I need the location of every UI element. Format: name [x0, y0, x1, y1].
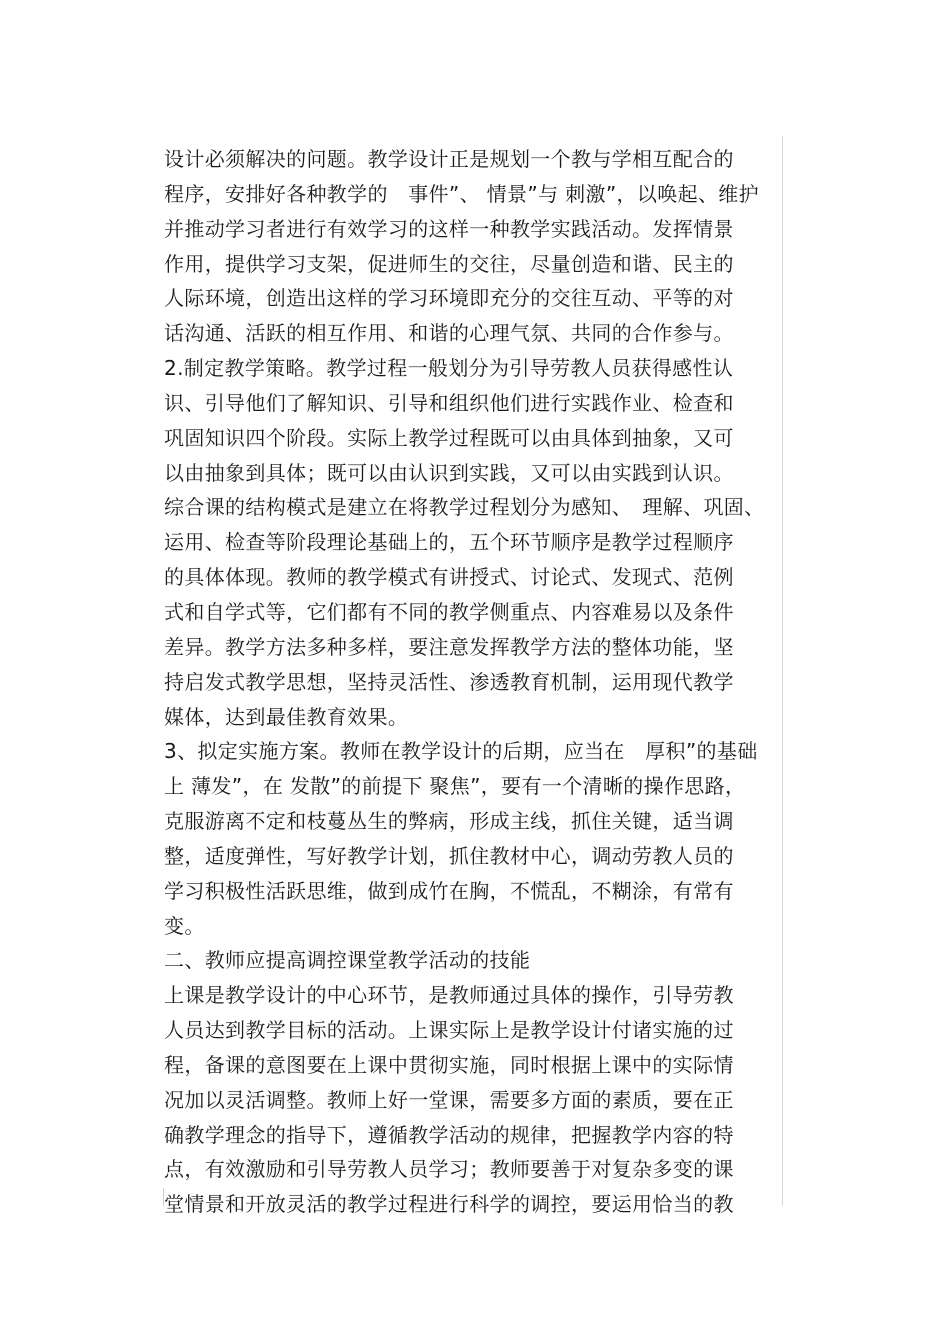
text-line: 巩固知识四个阶段。实际上教学过程既可以由具体到抽象，又可 [164, 425, 734, 450]
text-line: 设计必须解决的问题。教学设计正是规划一个教与学相互配合的 [164, 147, 734, 171]
text-line: 的具体体现。教师的教学模式有讲授式、讨论式、发现式、范例 [164, 565, 734, 590]
text-line: 程序，安排好各种教学的 事件”、 情景”与 刺激”，以唤起、维护 [164, 181, 759, 206]
text-line: 以由抽象到具体；既可以由认识到实践，又可以由实践到认识。 [164, 460, 734, 485]
text-line: 确教学理念的指导下，遵循教学活动的规律，把握教学内容的特 [164, 1122, 734, 1147]
text-line: 整，适度弹性，写好教学计划，抓住教材中心，调动劳教人员的 [164, 843, 734, 868]
text-line: 识、引导他们了解知识、引导和组织他们进行实践作业、检查和 [164, 390, 734, 415]
text-line: 并推动学习者进行有效学习的这样一种教学实践活动。发挥情景 [164, 216, 734, 241]
text-line: 变。 [164, 913, 205, 938]
text-line: 上 薄发”，在 发散”的前提下 聚焦”，要有一个清晰的操作思路， [164, 774, 746, 799]
text-line: 综合课的结构模式是建立在将教学过程划分为感知、 理解、巩固、 [164, 495, 765, 520]
text-line: 上课是教学设计的中心环节，是教师通过具体的操作，引导劳教 [164, 983, 734, 1008]
text-line: 持启发式教学思想，坚持灵活性、渗透教育机制，运用现代教学 [164, 669, 734, 694]
text-line: 运用、检查等阶段理论基础上的，五个环节顺序是教学过程顺序 [164, 530, 734, 555]
body-text [164, 142, 784, 1222]
text-line: 程，备课的意图要在上课中贯彻实施，同时根据上课中的实际情 [164, 1052, 734, 1077]
text-line: 况加以灵活调整。教师上好一堂课，需要多方面的素质，要在正 [164, 1087, 734, 1112]
text-line: 学习积极性活跃思维，做到成竹在胸，不慌乱，不糊涂，有常有 [164, 878, 734, 903]
text-line: 式和自学式等，它们都有不同的教学侧重点、内容难易以及条件 [164, 599, 734, 624]
text-line: 堂情景和开放灵活的教学过程进行科学的调控，要运用恰当的教 [164, 1192, 734, 1217]
text-line: 作用，提供学习支架，促进师生的交往，尽量创造和谐、民主的 [164, 251, 734, 276]
text-line: 媒体，达到最佳教育效果。 [164, 704, 409, 729]
text-line: 话沟通、活跃的相互作用、和谐的心理气氛、共同的合作参与。 [164, 321, 734, 346]
text-line: 2.制定教学策略。教学过程一般划分为引导劳教人员获得感性认 [164, 356, 734, 381]
text-line: 人员达到教学目标的活动。上课实际上是教学设计付诸实施的过 [164, 1018, 734, 1043]
text-line: 点，有效激励和引导劳教人员学习；教师要善于对复杂多变的课 [164, 1157, 734, 1182]
text-line: 人际环境，创造出这样的学习环境即充分的交往互动、平等的对 [164, 286, 734, 311]
text-line: 3、拟定实施方案。教师在教学设计的后期，应当在 厚积”的基础 [164, 739, 758, 764]
section-heading: 二、教师应提高调控课堂教学活动的技能 [164, 948, 531, 973]
text-line: 克服游离不定和枝蔓丛生的弊病，形成主线，抓住关键，适当调 [164, 809, 734, 834]
text-line: 差异。教学方法多种多样，要注意发挥教学方法的整体功能，坚 [164, 634, 734, 659]
